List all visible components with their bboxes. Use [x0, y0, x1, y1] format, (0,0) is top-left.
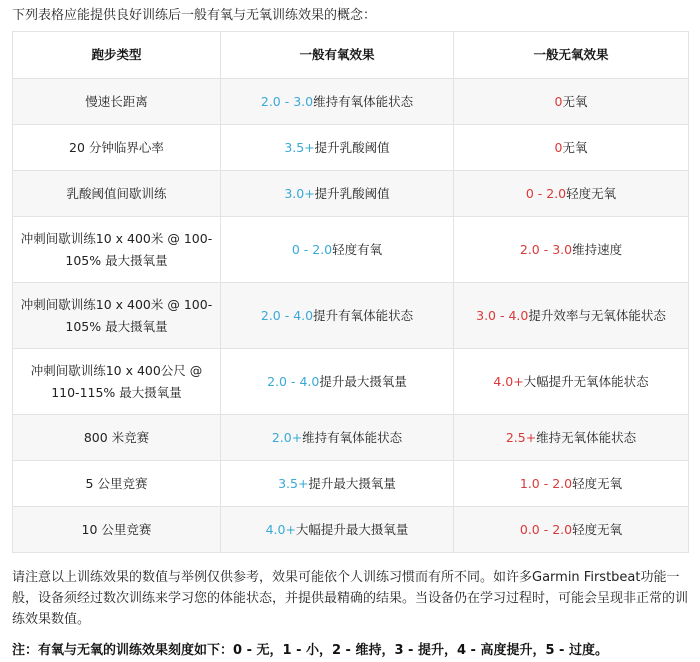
aerobic-value: 2.0 - 4.0: [260, 307, 314, 323]
header-anaerobic-effect: 一般无氧效果: [454, 32, 689, 79]
run-type-cell: 冲刺间歇训练10 x 400公尺 @ 110-115% 最大摄氧量: [13, 349, 221, 415]
aerobic-description: 提升乳酸阈值: [314, 185, 390, 201]
aerobic-description: 维持有氧体能状态: [302, 429, 403, 445]
table-row: [13, 507, 689, 553]
run-type-cell: 慢速长距离: [13, 79, 221, 125]
anaerobic-value: 2.0 - 3.0: [519, 241, 573, 257]
anaerobic-description: 无氧: [562, 139, 588, 155]
anaerobic-description: 大幅提升无氧体能状态: [523, 373, 649, 389]
aerobic-value: 0 - 2.0: [291, 241, 333, 257]
anaerobic-value: 0.0 - 2.0: [519, 521, 573, 537]
run-type-cell: 5 公里竞赛: [13, 461, 221, 507]
table-row: [13, 125, 689, 171]
anaerobic-description: 提升效率与无氧体能状态: [528, 307, 666, 323]
table-row: [13, 283, 689, 349]
anaerobic-value: 2.5+: [505, 429, 537, 445]
aerobic-effect-cell: [221, 461, 454, 507]
anaerobic-effect-cell: [454, 217, 689, 283]
aerobic-effect-cell: [221, 171, 454, 217]
aerobic-value: 2.0 - 4.0: [267, 373, 320, 389]
aerobic-description: 大幅提升最大摄氧量: [295, 521, 409, 537]
anaerobic-description: 轻度无氧: [566, 185, 617, 201]
aerobic-description: 维持有氧体能状态: [313, 93, 414, 109]
anaerobic-effect-cell: [454, 283, 689, 349]
header-aerobic-effect: 一般有氧效果: [221, 32, 454, 79]
table-row: [13, 461, 689, 507]
aerobic-effect-cell: [221, 507, 454, 553]
anaerobic-description: 维持无氧体能状态: [536, 429, 637, 445]
header-run-type: 跑步类型: [13, 32, 221, 79]
aerobic-value: 2.0+: [271, 429, 303, 445]
anaerobic-effect-cell: [454, 507, 689, 553]
anaerobic-description: 无氧: [562, 93, 588, 109]
run-type-cell: 800 米竞赛: [13, 415, 221, 461]
table-row: [13, 171, 689, 217]
table-row: [13, 415, 689, 461]
anaerobic-effect-cell: [454, 349, 689, 415]
aerobic-effect-cell: [221, 79, 454, 125]
aerobic-effect-cell: [221, 349, 454, 415]
run-type-cell: 乳酸阈值间歇训练: [13, 171, 221, 217]
anaerobic-description: 轻度无氧: [572, 475, 623, 491]
run-type-cell: 冲刺间歇训练10 x 400米 @ 100-105% 最大摄氧量: [13, 217, 221, 283]
run-type-cell: 冲刺间歇训练10 x 400米 @ 100-105% 最大摄氧量: [13, 283, 221, 349]
aerobic-effect-cell: [221, 283, 454, 349]
intro-text: 下列表格应能提供良好训练后一般有氧与无氧训练效果的概念：: [12, 8, 377, 23]
anaerobic-description: 维持速度: [572, 241, 623, 257]
anaerobic-value: 1.0 - 2.0: [519, 475, 573, 491]
table-row: [13, 217, 689, 283]
aerobic-value: 4.0+: [265, 521, 296, 537]
scale-footnote: 注：有氧与无氧的训练效果刻度如下：0 - 无，1 - 小，2 - 维持，3 - 提升，4 - 高度提升，5 - 过度。: [12, 643, 608, 658]
anaerobic-description: 轻度无氧: [572, 521, 623, 537]
run-type-cell: 20 分钟临界心率: [13, 125, 221, 171]
aerobic-effect-cell: [221, 217, 454, 283]
anaerobic-value: 4.0+: [493, 373, 524, 389]
table-row: [13, 79, 689, 125]
anaerobic-effect-cell: [454, 461, 689, 507]
aerobic-description: 轻度有氧: [332, 241, 383, 257]
disclaimer-note: 请注意以上训练效果的数值与举例仅供参考，效果可能依个人训练习惯而有所不同。如许多Garmin Firstbeat功能一般，设备须经过数次训练来学习您的体能状态，并提供最精确的结果。当设备仍在学习过程时，可能会呈现非正常的训练效果数值。: [12, 570, 689, 627]
aerobic-value: 2.0 - 3.0: [260, 93, 314, 109]
aerobic-effect-cell: [221, 125, 454, 171]
table-row: [13, 349, 689, 415]
run-type-cell: 10 公里竞赛: [13, 507, 221, 553]
aerobic-description: 提升有氧体能状态: [313, 307, 414, 323]
aerobic-description: 提升乳酸阈值: [314, 139, 390, 155]
table-header-row: [13, 32, 689, 79]
aerobic-description: 提升最大摄氧量: [319, 373, 407, 389]
anaerobic-value: 0 - 2.0: [525, 185, 567, 201]
training-effect-table: [12, 31, 689, 553]
anaerobic-effect-cell: [454, 125, 689, 171]
anaerobic-value: 0: [554, 93, 563, 109]
anaerobic-value: 3.0 - 4.0: [476, 307, 529, 323]
aerobic-effect-cell: [221, 415, 454, 461]
aerobic-value: 3.0+: [284, 185, 315, 201]
anaerobic-value: 0: [554, 139, 563, 155]
anaerobic-effect-cell: [454, 415, 689, 461]
aerobic-value: 3.5+: [284, 139, 315, 155]
aerobic-description: 提升最大摄氧量: [308, 475, 396, 491]
anaerobic-effect-cell: [454, 171, 689, 217]
aerobic-value: 3.5+: [278, 475, 309, 491]
anaerobic-effect-cell: [454, 79, 689, 125]
